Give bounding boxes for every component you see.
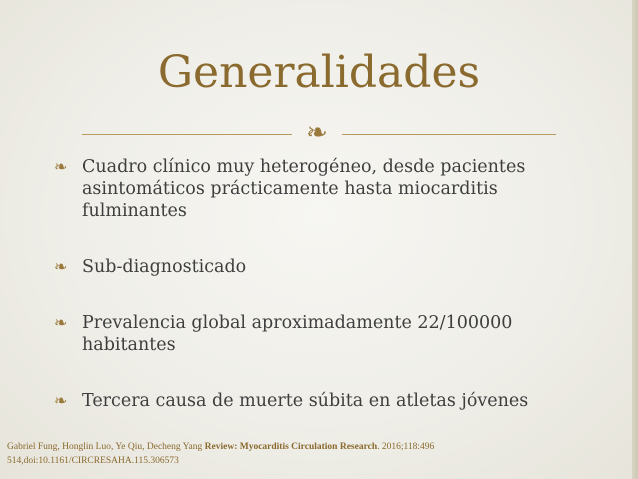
reference-doi: 514,doi:10.1161/CIRCRESAHA.115.306573 — [7, 456, 179, 466]
bullet-text-line: Cuadro clínico muy heterogéneo, desde pacientes — [82, 157, 526, 177]
leaf-ornament-icon: ❧ — [306, 118, 328, 148]
leaf-bullet-icon: ❧ — [54, 157, 68, 176]
slide-title: Generalidades — [157, 47, 481, 98]
reference-details: . 2016;118:496 — [377, 442, 435, 452]
leaf-bullet-icon: ❧ — [54, 257, 68, 276]
bullet-text-line: asintomáticos prácticamente hasta miocarditis — [82, 179, 498, 199]
bullet-item — [52, 312, 592, 356]
reference-title: Review: Myocarditis Circulation Research — [204, 442, 378, 452]
leaf-bullet-icon: ❧ — [54, 391, 68, 410]
bullet-spacer — [52, 278, 592, 312]
leaf-bullet-icon: ❧ — [54, 313, 68, 332]
title-divider-left — [82, 134, 292, 135]
title-divider-right — [342, 134, 556, 135]
bullet-text-line: Tercera causa de muerte súbita en atletas jóvenes — [82, 391, 529, 411]
bullet-item — [52, 256, 592, 278]
bullet-item — [52, 156, 592, 222]
reference-authors: Gabriel Fung, Honglin Luo, Ye Qiu, Decheng Yang — [7, 442, 205, 452]
bullet-item — [52, 390, 592, 412]
bullet-spacer — [52, 356, 592, 390]
bullet-list — [52, 156, 592, 412]
bullet-text-line: Prevalencia global aproximadamente 22/100000 — [82, 313, 513, 333]
bullet-text-line: fulminantes — [82, 201, 187, 221]
bullet-spacer — [52, 222, 592, 256]
bullet-text-line: habitantes — [82, 335, 176, 355]
reference-citation — [7, 440, 567, 468]
bullet-text-line: Sub-diagnosticado — [82, 257, 247, 277]
